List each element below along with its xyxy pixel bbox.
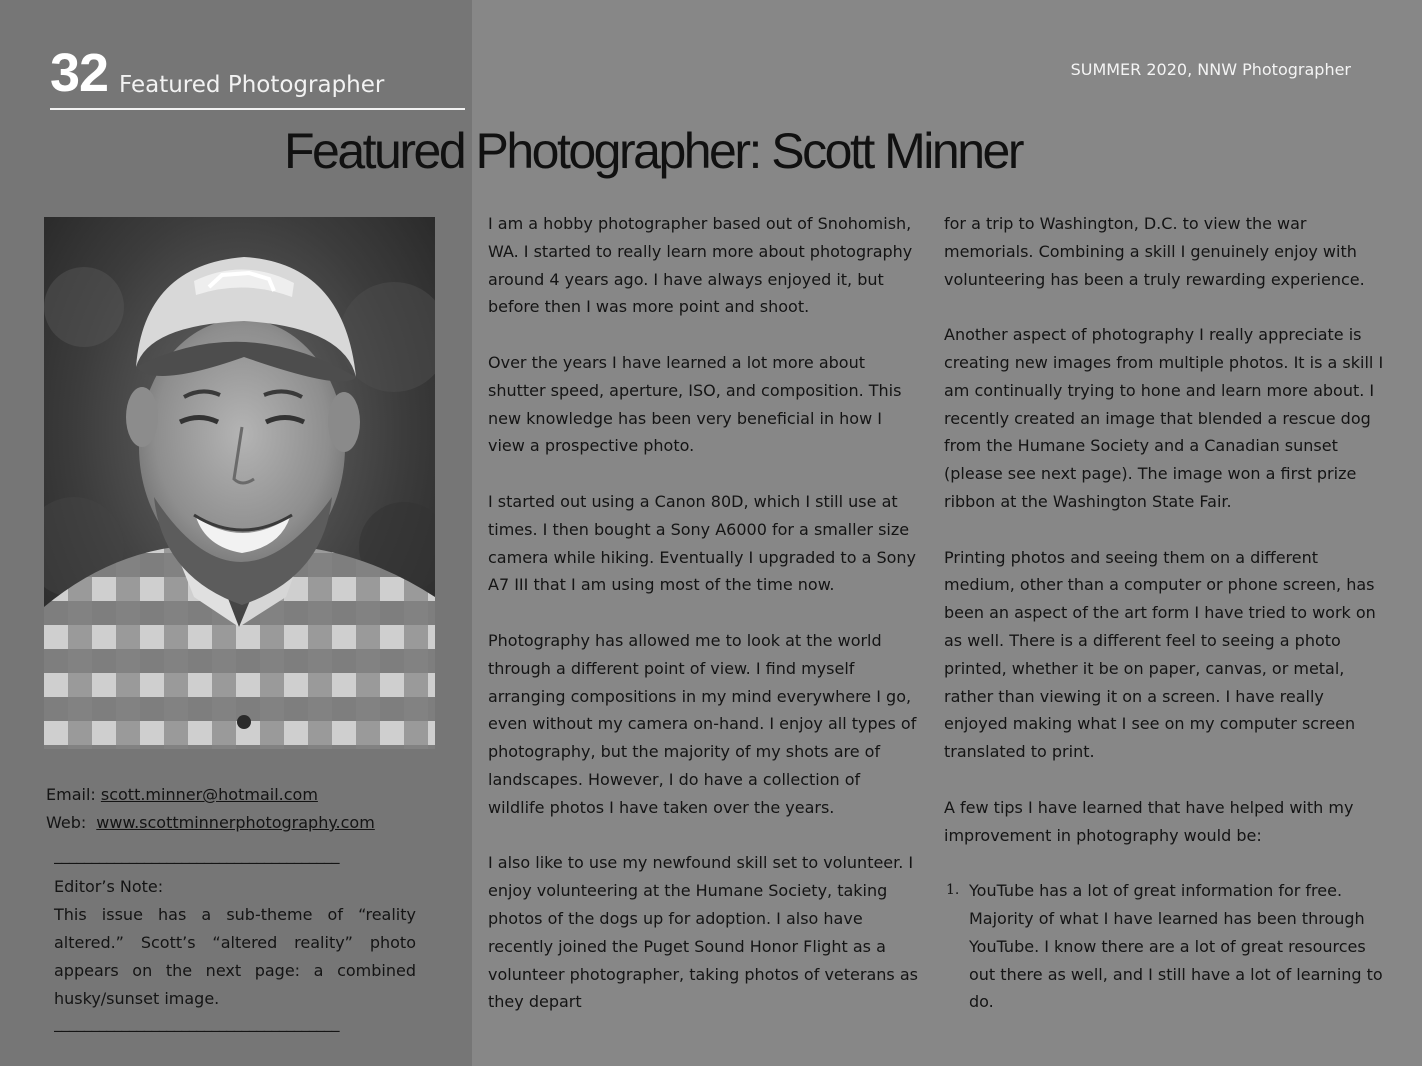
tips-list	[944, 877, 1384, 1016]
article-column-2	[944, 210, 1384, 1016]
paragraph: Printing photos and seeing them on a different medium, other than a computer or phone screen, has been an aspect of the art form I have tried to work on as well. There is a different feel to seeing a photo printed, whether it be on paper, canvas, or metal, rather than viewing it on a screen. I have really enjoyed making what I see on my computer screen translated to print.	[944, 547, 1376, 762]
email-link[interactable]: scott.minner@hotmail.com	[100, 785, 318, 804]
paragraph: Over the years I have learned a lot more about shutter speed, aperture, ISO, and composition. This new knowledge has been very beneficial in how I view a prospective photo.	[488, 352, 902, 456]
contact-info	[46, 781, 375, 837]
photographer-portrait	[44, 217, 435, 749]
section-label: Featured Photographer	[119, 72, 385, 98]
page-number: 32	[50, 43, 109, 103]
paragraph: I started out using a Canon 80D, which I still use at times. I then bought a Sony A6000 for a smaller size camera while hiking. Eventually I upgraded to a Sony A7 III that I am using most of the time now.	[488, 491, 917, 595]
article-column-1	[488, 210, 920, 1044]
page-header	[50, 42, 465, 110]
paragraph: I am a hobby photographer based out of Snohomish, WA. I started to really learn more about photography around 4 years ago. I have always enjoyed it, but before then I was more point and shoot.	[488, 214, 913, 317]
editor-note	[54, 845, 416, 1041]
web-label: Web:	[46, 813, 87, 832]
email-label: Email:	[46, 785, 96, 804]
issue-label: SUMMER 2020, NNW Photographer	[1070, 60, 1351, 79]
web-row	[46, 809, 375, 837]
paragraph: Photography has allowed me to look at the world through a different point of view. I find myself arranging compositions in my mind everywhere I go, even without my camera on-hand. I enjoy all types of photography, but the majority of my shots are of landscapes. However, I do have a collection of wildlife photos I have taken over the years.	[488, 630, 917, 817]
editor-note-body: This issue has a sub-theme of “reality altered.” Scott’s “altered reality” photo appears on the next page: a combined husky/sunset image.	[54, 905, 416, 1008]
article-title: Featured Photographer: Scott Minner	[284, 123, 1022, 179]
paragraph: A few tips I have learned that have helped with my improvement in photography would be:	[944, 797, 1354, 845]
email-row	[46, 781, 375, 809]
editor-note-bottom-rule: ______________________________________	[54, 1013, 339, 1032]
list-item-number: 1.	[946, 882, 960, 899]
editor-note-top-rule: ______________________________________	[54, 845, 339, 864]
editor-note-heading: Editor’s Note:	[54, 877, 164, 896]
paragraph: for a trip to Washington, D.C. to view the war memorials. Combining a skill I genuinely enjoy with volunteering has been a truly rewarding experience.	[944, 214, 1365, 289]
list-item	[944, 877, 1384, 1016]
paragraph: I also like to use my newfound skill set to volunteer. I enjoy volunteering at the Humane Society, taking photos of the dogs up for adoption. I also have recently joined the Puget Sound Honor Flight as a volunteer photographer, taking photos of veterans as they depart	[488, 853, 918, 1012]
web-link[interactable]: www.scottminnerphotography.com	[96, 813, 375, 832]
list-item-text: YouTube has a lot of great information for free. Majority of what I have learned has been through YouTube. I know there are a lot of great resources out there as well, and I still have a lot of learning to do.	[969, 881, 1383, 1012]
paragraph: Another aspect of photography I really appreciate is creating new images from multiple photos. It is a skill I am continually trying to hone and learn more about. I recently created an image that blended a rescue dog from the Humane Society and a Canadian sunset (please see next page). The image won a first prize ribbon at the Washington State Fair.	[944, 325, 1384, 511]
